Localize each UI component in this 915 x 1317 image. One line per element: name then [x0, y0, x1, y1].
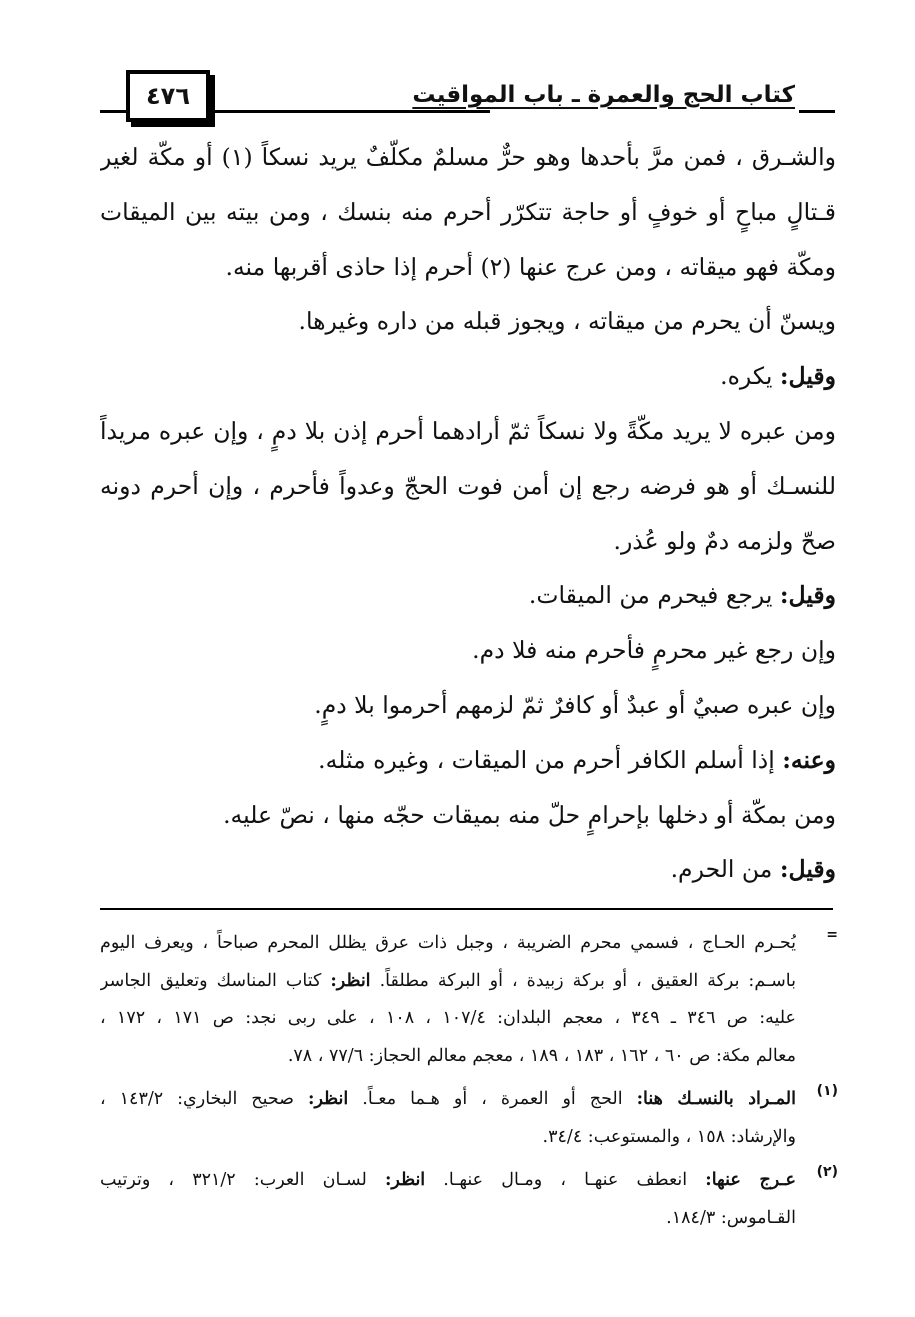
footnote-text: انعطف عنهـا ، ومـال عنهـا. [425, 1170, 706, 1190]
footnote-line [100, 1081, 796, 1119]
footnote-lead: انظر: [330, 970, 371, 991]
footnote-text: عليه: ص ٣٤٦ ـ ٣٤٩ ، معجم البلدان: ١٠٧/٤ ، ١٠٨ ، على ربى نجد: ص ١٧١ ، ١٧٢ ، [100, 1008, 796, 1028]
running-title: كتاب الحج والعمرة ـ باب المواقيت [412, 82, 795, 108]
line-lead: وقيل: [779, 362, 836, 391]
text-line [100, 459, 836, 514]
text-line [100, 349, 836, 404]
main-text [100, 130, 836, 897]
line-text: قـتالٍ مباحٍ أو خوفٍ أو حاجة تتكرّر أحرم منه بنسك ، ومن بيته بين الميقات [100, 197, 836, 226]
line-text: والشـرق ، فمن مرَّ بأحدها وهو حرٌّ مسلمٌ مكلّفٌ يريد نسكاً (١) أو مكّة لغير [100, 143, 836, 171]
footnote-text: باسـم: بركة العقيق ، أو بركة زبيدة ، أو البركة مطلقاً. [370, 970, 796, 991]
footnote-1 [100, 1081, 838, 1156]
footnote-lead: عـرج عنها: [705, 1170, 796, 1190]
line-text: ومن عبره لا يريد مكّةً ولا نسكاً ثمّ أرادهما أحرم إذن بلا دمٍ ، وإن عبره مريداً [100, 416, 836, 445]
text-line [100, 842, 836, 897]
header-rule-right [799, 110, 835, 113]
footnote-marker: (٢) [816, 1164, 838, 1180]
line-text: ومكّة فهو ميقاته ، ومن عرج عنها (٢) أحرم إذا حاذى أقربها منه. [225, 252, 836, 281]
text-line [100, 185, 836, 240]
footnote-line [100, 1000, 796, 1038]
footnote-line [100, 1162, 796, 1200]
line-text: للنسـك أو هو فرضه رجع إن أمن فوت الحجّ وعدواً فأحرم ، وإن أحرم دونه [100, 471, 836, 500]
text-line [100, 733, 836, 788]
text-line [100, 568, 836, 623]
text-line [100, 294, 836, 349]
header-rule-left [100, 110, 126, 113]
line-text: ويسنّ أن يحرم من ميقاته ، ويجوز قبله من داره وغيرها. [298, 307, 836, 336]
line-text: صحّ ولزمه دمٌ ولو عُذر. [613, 526, 836, 555]
line-text: يرجع فيحرم من الميقات. [528, 581, 780, 610]
line-text: إذا أسلم الكافر أحرم من الميقات ، وغيره مثله. [318, 745, 783, 774]
text-line [100, 404, 836, 459]
footnote-lead: انظر: [384, 1170, 426, 1190]
footnote-text: والإرشاد: ١٥٨ ، والمستوعب: ٣٤/٤. [542, 1126, 796, 1147]
footnote-line [100, 1038, 796, 1076]
text-line [100, 130, 836, 185]
line-text: ومن بمكّة أو دخلها بإحرامٍ حلّ منه بميقات حجّه منها ، نصّ عليه. [223, 800, 836, 829]
footnote-marker: (١) [816, 1083, 838, 1099]
line-text: يكره. [720, 362, 780, 391]
footnote-text: القـاموس: ١٨٤/٣. [666, 1207, 796, 1228]
footnote-line [100, 1119, 796, 1157]
footnote-text: كتاب المناسك وتعليق الجاسر [100, 970, 331, 991]
footnote-text: صحيح البخاري: ١٤٣/٢ ، [100, 1089, 309, 1109]
footnote-lead: انظر: [308, 1089, 349, 1109]
footnote-text: معالم مكة: ص ٦٠ ، ١٦٢ ، ١٨٣ ، ١٨٩ ، معجم معالم الحجاز: ٧٧/٦ ، ٧٨. [287, 1045, 796, 1066]
footnote-text: يُحـرم الحـاج ، فسمي محرم الضريبة ، وجبل ذات عرق يظلل المحرم صباحاً ، ويعرف اليوم [100, 933, 796, 953]
text-line [100, 788, 836, 843]
line-text: وإن رجع غير محرمٍ فأحرم منه فلا دم. [472, 636, 836, 665]
page-number: ٤٧٦ [146, 82, 190, 110]
header-rule-middle [210, 110, 490, 113]
line-text: من الحرم. [670, 855, 780, 884]
footnote-line [100, 1200, 796, 1238]
footnote-line [100, 963, 796, 1001]
text-line [100, 514, 836, 569]
footnote-text: الحج أو العمرة ، أو هـما معـاً. [348, 1089, 637, 1109]
line-lead: وعنه: [782, 745, 836, 774]
text-line [100, 623, 836, 678]
text-line [100, 240, 836, 295]
page-header [100, 70, 835, 118]
footnote-marker: = [826, 927, 838, 943]
footnote-lead: المـراد بالنسـك هنا: [636, 1089, 796, 1109]
footnote-2 [100, 1162, 838, 1237]
footnotes [100, 925, 838, 1243]
line-lead: وقيل: [779, 855, 836, 884]
footnote-text: لسـان العرب: ٣٢١/٢ ، وترتيب [100, 1170, 385, 1190]
line-text: وإن عبره صبيٌ أو عبدٌ أو كافرٌ ثمّ لزمهم أحرموا بلا دمٍ. [314, 690, 836, 719]
line-lead: وقيل: [779, 581, 836, 610]
page-number-box [126, 70, 210, 122]
footnote-line [100, 925, 796, 963]
footnote-continued [100, 925, 838, 1075]
footnote-separator [100, 908, 833, 910]
text-line [100, 678, 836, 733]
